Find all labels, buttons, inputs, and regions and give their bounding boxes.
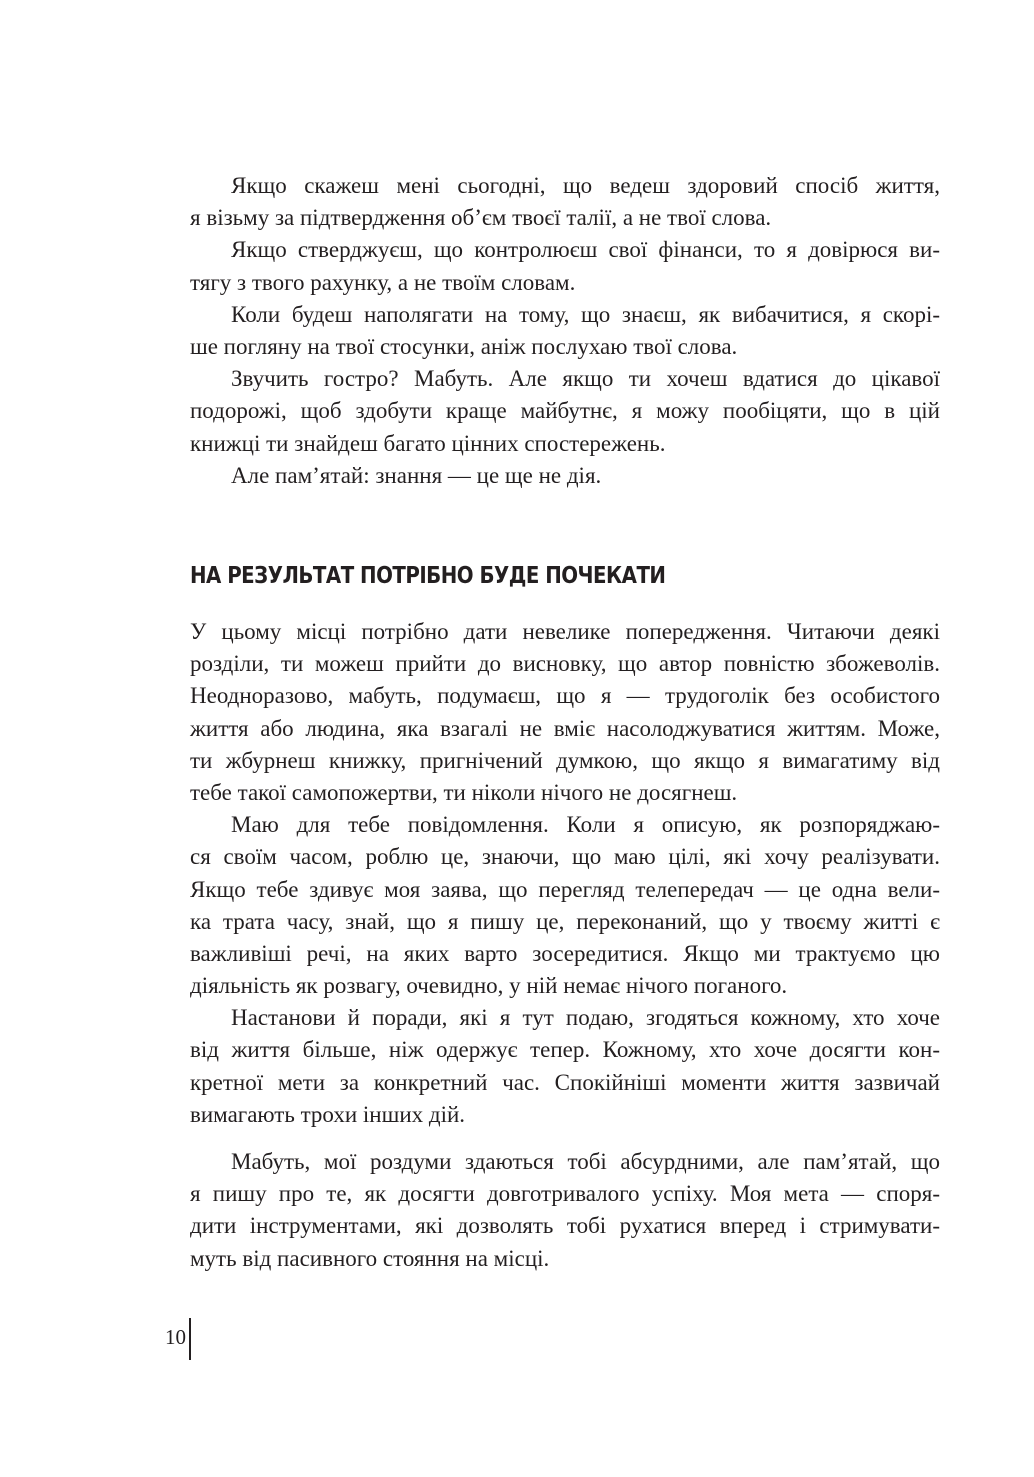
text-line: Якщо скажеш мені сьогодні, що ведеш здоровий спосіб життя,	[231, 173, 940, 198]
text-line: розділи, ти можеш прийти до висновку, що автор повністю збожеволів.	[190, 651, 940, 677]
page-number: 10	[165, 1325, 186, 1349]
text-line: подорожі, щоб здобути краще майбутнє, я можу пообіцяти, що в цій	[190, 398, 940, 424]
text-line: вимагають трохи інших дій.	[190, 1101, 466, 1127]
text-line: Неодноразово, мабуть, подумаєш, що я — трудоголік без особистого	[190, 683, 940, 709]
text-line: ти жбурнеш книжку, пригнічений думкою, що якщо я вимагатиму від	[190, 747, 940, 773]
text-line: Звучить гостро? Мабуть. Але якщо ти хочеш вдатися до цікавої	[231, 366, 940, 392]
section-heading: НА РЕЗУЛЬТАТ ПОТРІБНО БУДЕ ПОЧЕКАТИ	[190, 563, 666, 589]
text-line: ка трата часу, знай, що я пишу це, переконаний, що у твоєму житті є	[190, 908, 940, 934]
text-line: я пишу про те, як досягти довготривалого успіху. Моя мета — споря-	[190, 1181, 940, 1207]
text-line: Мабуть, мої роздуми здаються тобі абсурдними, але пам’ятай, що	[231, 1149, 940, 1174]
text-line: важливіші речі, на яких варто зосередитися. Якщо ми трактуємо цю	[190, 940, 940, 966]
text-line: Настанови й поради, які я тут подаю, згодяться кожному, хто хоче	[231, 1005, 940, 1031]
text-line: Якщо стверджуєш, що контролюєш свої фінанси, то я довірюся ви-	[231, 237, 940, 263]
text-line: ше погляну на твої стосунки, аніж послухаю твої слова.	[190, 333, 738, 359]
text-line: тебе такої самопожертви, ти ніколи нічого не досягнеш.	[190, 779, 738, 805]
text-line: життя або людина, яка взагалі не вміє насолоджуватися життям. Може,	[190, 715, 940, 741]
text-line: Але пам’ятай: знання — це ще не дія.	[231, 462, 602, 488]
text-line: книжці ти знайдеш багато цінних спостережень.	[190, 430, 666, 456]
text-line: У цьому місці потрібно дати невелике попередження. Читаючи деякі	[190, 619, 940, 644]
text-line: муть від пасивного стояння на місці.	[190, 1245, 550, 1271]
text-line: Коли будеш наполягати на тому, що знаєш, як вибачитися, я скорі-	[231, 301, 940, 327]
text-line: ся своїм часом, роблю це, знаючи, що маю цілі, які хочу реалізувати.	[190, 844, 940, 870]
closing-paragraph	[190, 1146, 940, 1275]
text-line: дити інструментами, які дозволять тобі рухатися вперед і стримувати-	[190, 1213, 940, 1239]
text-line: я візьму за підтвердження об’єм твоєї талії, а не твої слова.	[190, 205, 772, 231]
text-line: кретної мети за конкретний час. Спокійніші моменти життя зазвичай	[190, 1069, 940, 1095]
page-number-rule	[189, 1318, 191, 1360]
text-line: діяльність як розвагу, очевидно, у ній немає нічого поганого.	[190, 973, 788, 999]
text-line: Маю для тебе повідомлення. Коли я описую, як розпоряджаю-	[231, 812, 940, 838]
text-line: від життя більше, ніж одержує тепер. Кожному, хто хоче досягти кон-	[190, 1037, 940, 1063]
text-line: тягу з твого рахунку, а не твоїм словам.	[190, 269, 576, 295]
text-line: Якщо тебе здивує моя заява, що перегляд телепередач — це одна вели-	[190, 876, 940, 902]
intro-paragraphs	[190, 170, 940, 492]
section-paragraphs	[190, 616, 940, 1131]
